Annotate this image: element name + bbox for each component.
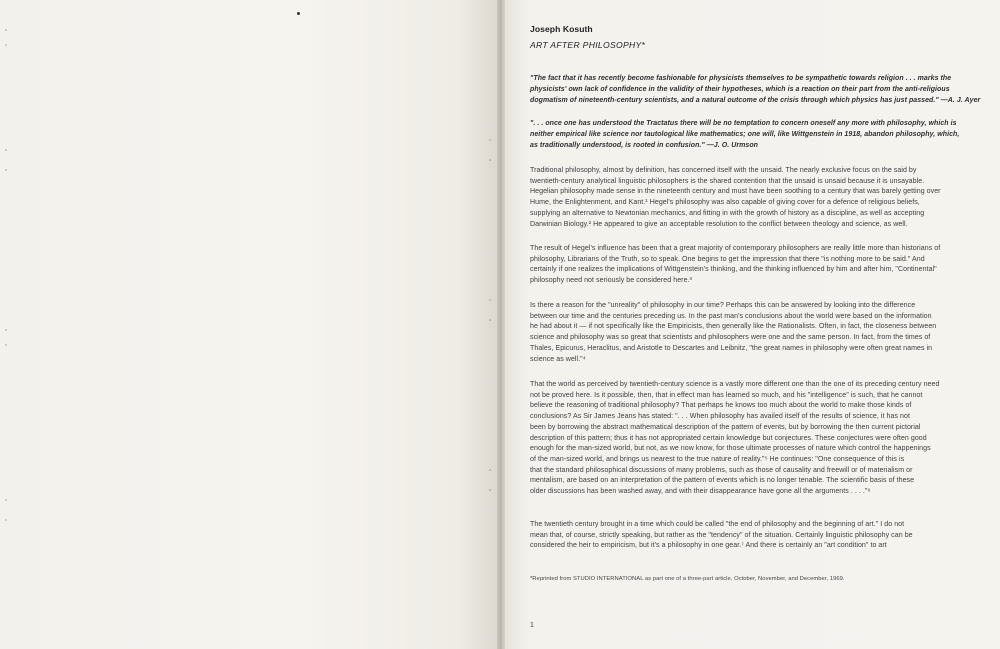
text-line: certainly if one realizes the implications of Wittgenstein's thinking, and the thinking influenced by him and after him, "Continental" bbox=[530, 266, 937, 274]
text-line: that the standard philosophical discussions of many problems, such as those of causality and freewill or of materialism or bbox=[530, 466, 913, 474]
epigraph-ayer bbox=[530, 73, 988, 106]
text-line: Traditional philosophy, almost by definition, has concerned itself with the unsaid. The nearly exclusive focus on the said by bbox=[530, 167, 917, 174]
text-line: That the world as perceived by twentieth-century science is a vastly more different one than the one of its preceding century need bbox=[530, 381, 940, 388]
text-line: supplying an alternative to Newtonian mechanics, and fitting in with the growth of history as a discipline, as well as accepting bbox=[530, 209, 925, 217]
text-line: as traditionally understood, is rooted in confusion." —J. O. Urmson bbox=[530, 142, 758, 149]
epigraph-urmson bbox=[530, 118, 988, 151]
text-line: Darwinian Biology.² He appeared to give an acceptable resolution to the conflict between theology and science, as well. bbox=[530, 220, 908, 228]
text-line: mentalism, are based on an interpretation of the pattern of events which is no longer tenable. The scientific basis of these bbox=[530, 477, 915, 485]
text-line: Hegelian philosophy made sense in the nineteenth century and must have been soothing to a century that was barely getting over bbox=[530, 188, 941, 196]
text-line: mean that, of course, strictly speaking, but rather as the "tendency" of the situation. Certainly linguistic philosophy can be bbox=[530, 531, 913, 539]
paragraph-5 bbox=[530, 520, 988, 552]
text-line: ". . . once one has understood the Tractatus there will be no temptation to concern oneself any more with philosophy, which is bbox=[530, 120, 957, 127]
text-line: philosophy, Librarians of the Truth, so to speak. One begins to get the impression that there "is nothing more to be said." And bbox=[530, 255, 925, 263]
article-title: ART AFTER PHILOSOPHY* bbox=[530, 40, 646, 50]
text-line: older discussions has been washed away, and with their disappearance have gone all the arguments . . . ."⁶ bbox=[530, 488, 871, 496]
page-number: 1 bbox=[530, 622, 534, 629]
text-line: dogmatism of nineteenth-century scientists, and a natural outcome of the crisis through which physics has just passed." —A. J. Ayer bbox=[530, 97, 981, 104]
text-line: Is there a reason for the "unreality" of philosophy in our time? Perhaps this can be answered by looking into the difference bbox=[530, 302, 916, 309]
paragraph-1 bbox=[530, 166, 988, 230]
text-line: twentieth-century analytical linguistic philosophers is the shared contention that the unsaid is unsaid because it is unsayable. bbox=[530, 177, 925, 185]
text-line: been by borrowing the abstract mathematical description of the pattern of events, but by borrowing the then current pictorial bbox=[530, 423, 921, 431]
text-line: conclusions? As Sir James Jeans has stated: ". . . When philosophy has availed itself of the results of science, it has not bbox=[530, 413, 910, 421]
text-line: science and philosophy was so great that scientists and philosophers were one and the same person. In fact, from the times of bbox=[530, 334, 931, 342]
text-line: Hume, the Enlightenment, and Kant.¹ Hegel's philosophy was also capable of giving cover for a defence of religious beliefs, bbox=[530, 199, 920, 207]
text-line: The twentieth century brought in a time which could be called "the end of philosophy and the beginning of art." I do not bbox=[530, 521, 905, 528]
text-line: The result of Hegel's influence has been that a great majority of contemporary philosophers are really little more than historians of bbox=[530, 245, 941, 252]
text-line: description of this pattern; thus it has not appropriated certain knowledge but conjectures. These conjectures were often good bbox=[530, 434, 927, 442]
text-line: "The fact that it has recently become fashionable for physicists themselves to be sympathetic towards religion . . . marks the bbox=[530, 75, 952, 82]
text-line: believe the reasoning of traditional philosophy? That perhaps he knows too much about the world to make those kinds of bbox=[530, 402, 912, 410]
text-line: of the man-sized world, and brings us nearest to the true nature of reality."⁵ He continues: "One consequence of this is bbox=[530, 455, 905, 463]
paragraph-4 bbox=[530, 380, 988, 498]
text-line: considered the heir to empiricism, but it's a philosophy in one gear.⁷ And there is certainly an "art condition" to art bbox=[530, 542, 887, 550]
text-line: he had about it — if not specifically like the Empiricists, then generally like the Rationalists. Often, in fact, the closeness between bbox=[530, 323, 937, 331]
text-line: between our time and the centuries preceding us. In the past man's conclusions about the world were based on the information bbox=[530, 312, 932, 320]
paragraph-3 bbox=[530, 301, 988, 365]
footnote: *Reprinted from STUDIO INTERNATIONAL as part one of a three-part article, October, November, and December, 1969. bbox=[530, 576, 845, 582]
text-line: philosophy need not seriously be considered here.³ bbox=[530, 277, 692, 285]
text-line: physicists' own lack of confidence in the validity of their hypotheses, which is a reaction on their part from the anti-religious bbox=[530, 86, 950, 93]
text-line: enough for the man-sized world, but not, as we now know, for those ultimate processes of nature which control the happenings bbox=[530, 445, 931, 453]
text-line: science as well."⁴ bbox=[530, 355, 586, 363]
text-line: not be proved here. Is it possible, then, that in effect man has learned so much, and his "intelligence" is such, that he cannot bbox=[530, 391, 923, 399]
author-name: Joseph Kosuth bbox=[530, 24, 593, 34]
paragraph-2 bbox=[530, 244, 988, 287]
text-line: Thales, Epicurus, Heraclitus, and Aristotle to Descartes and Leibnitz, "the great names in philosophy were often great names in bbox=[530, 344, 933, 352]
text-line: neither empirical like science nor tautological like mathematics; one will, like Wittgenstein in 1918, abandon philosophy, which, bbox=[530, 131, 960, 138]
